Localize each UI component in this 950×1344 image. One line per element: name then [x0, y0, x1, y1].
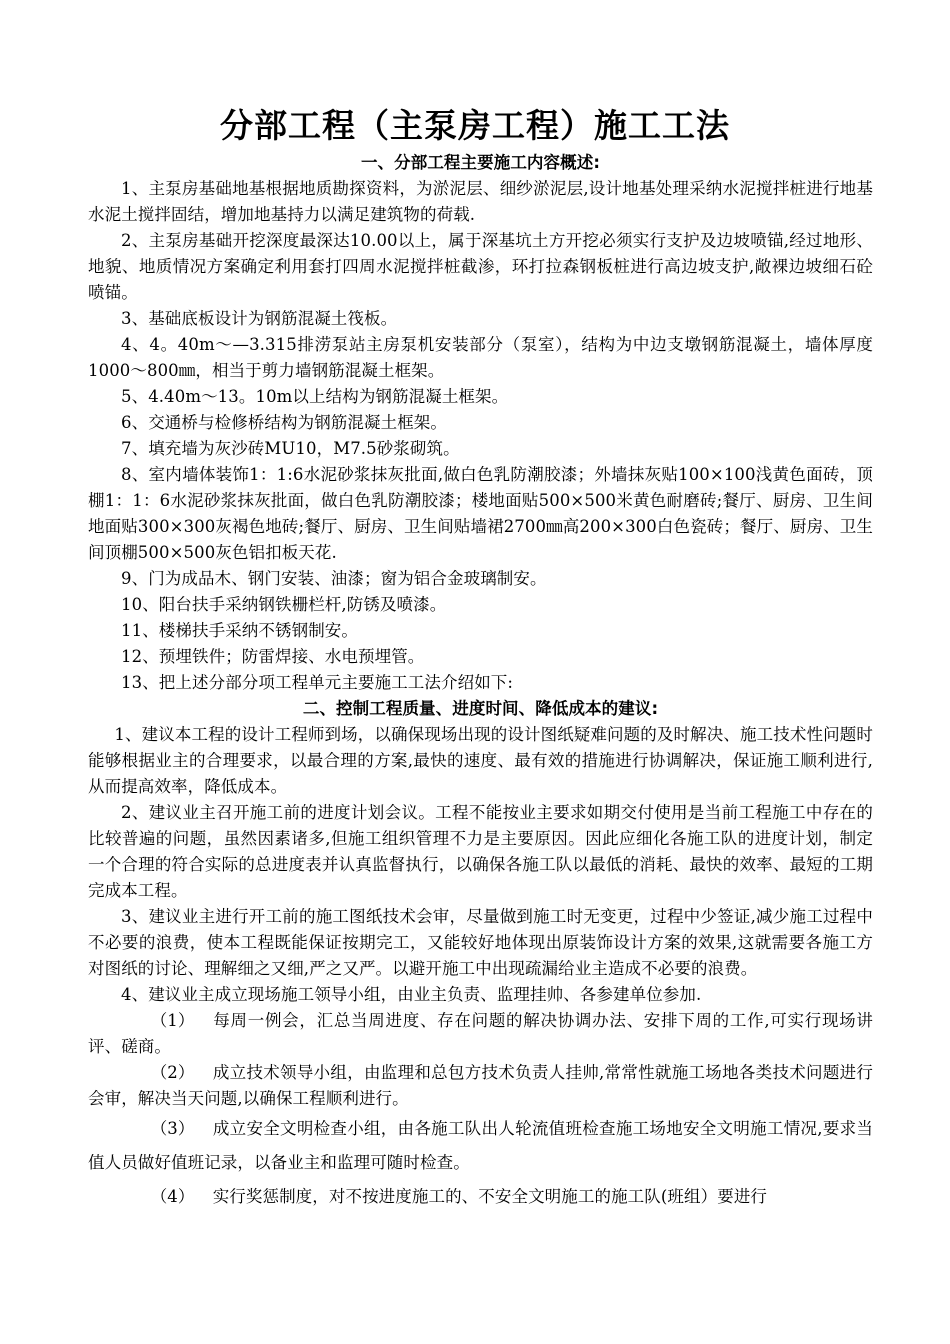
paragraph: 6、交通桥与检修桥结构为钢筋混凝土框架。 [121, 413, 447, 432]
document-body [88, 150, 873, 1214]
paragraph: 12、预埋铁件；防雷焊接、水电预埋管。 [121, 647, 425, 666]
section-1-heading: 一、分部工程主要施工内容概述: [360, 153, 601, 172]
paragraph: 11、楼梯扶手采纳不锈钢制安。 [121, 621, 358, 640]
paragraph: 7、填充墙为灰沙砖MU10，M7.5砂浆砌筑。 [121, 439, 460, 458]
paragraph: 2、主泵房基础开挖深度最深达10.00以上，属于深基坑土方开挖必须实行支护及边坡喷锚,经过地形、地貌、地质情况方案确定利用套打四周水泥搅拌桩截渗，环打拉森钢板桩进行高边坡支护,敞裸边坡细石砼喷锚。 [88, 231, 873, 302]
paragraph: 4、建议业主成立现场施工领导小组，由业主负责、监理挂帅、各参建单位参加. [121, 985, 702, 1004]
list-item-number: （3） [150, 1119, 195, 1138]
list-item-text: 实行奖惩制度，对不按进度施工的、不安全文明施工的施工队(班组）要进行 [212, 1187, 768, 1206]
paragraph: 1、主泵房基础地基根据地质勘探资料，为淤泥层、细纱淤泥层,设计地基处理采纳水泥搅拌桩进行地基水泥土搅拌固结，增加地基持力以满足建筑物的荷载. [88, 179, 873, 224]
paragraph: 4、4。40m～—3.315排涝泵站主房泵机安装部分（泵室），结构为中边支墩钢筋混凝土，墙体厚度1000～800㎜，相当于剪力墙钢筋混凝土框架。 [88, 335, 873, 380]
section-2-heading: 二、控制工程质量、进度时间、降低成本的建议: [302, 699, 659, 718]
list-item [88, 1008, 873, 1060]
paragraph: 10、阳台扶手采纳钢铁栅栏杆,防锈及喷漆。 [121, 595, 447, 614]
list-item-number: （1） [150, 1011, 195, 1030]
list-item [88, 1180, 873, 1214]
list-item-text: 每周一例会，汇总当周进度、存在问题的解决协调办法、安排下周的工作,可实行现场讲评、磋商。 [88, 1011, 873, 1056]
paragraph: 5、4.40m～13。10m以上结构为钢筋混凝土框架。 [121, 387, 509, 406]
paragraph: 8、室内墙体装饰1：1:6水泥砂浆抹灰批面,做白色乳防潮胶漆；外墙抹灰贴100×100浅黄色面砖，顶棚1：1：6水泥砂浆抹灰批面，做白色乳防潮胶漆；楼地面贴500×500米黄色耐磨砖;餐厅、厨房、卫生间地面贴300×300灰褐色地砖;餐厅、厨房、卫生间贴墙裙2700㎜高200×300白色瓷砖；餐厅、厨房、卫生间顶棚500×500灰色铝扣板天花. [88, 465, 873, 562]
list-item [88, 1112, 873, 1180]
paragraph: 3、建议业主进行开工前的施工图纸技术会审，尽量做到施工时无变更，过程中少签证,减少施工过程中不必要的浪费，使本工程既能保证按期完工，又能较好地体现出原装饰设计方案的效果,这就需要各施工方对图纸的讨论、理解细之又细,严之又严。以避开施工中出现疏漏给业主造成不必要的浪费。 [88, 907, 873, 978]
paragraph: 13、把上述分部分项工程单元主要施工工法介绍如下: [121, 673, 514, 692]
list-item-number: （2） [150, 1063, 195, 1082]
list-item-text: 成立安全文明检查小组，由各施工队出人轮流值班检查施工场地安全文明施工情况,要求当值人员做好值班记录，以备业主和监理可随时检查。 [88, 1119, 873, 1172]
paragraph: 2、建议业主召开施工前的进度计划会议。工程不能按业主要求如期交付使用是当前工程施工中存在的比较普遍的问题，虽然因素诸多,但施工组织管理不力是主要原因。因此应细化各施工队的进度计划，制定一个合理的符合实际的总进度表并认真监督执行，以确保各施工队以最低的消耗、最快的效率、最短的工期完成本工程。 [88, 803, 873, 900]
list-item-number: （4） [150, 1187, 195, 1206]
paragraph: 3、基础底板设计为钢筋混凝土筏板。 [121, 309, 398, 328]
paragraph: 9、门为成品木、钢门安装、油漆；窗为铝合金玻璃制安。 [121, 569, 547, 588]
list-item [88, 1060, 873, 1112]
page-title: 分部工程（主泵房工程）施工工法 [220, 106, 730, 145]
paragraph: 1、建议本工程的设计工程师到场，以确保现场出现的设计图纸疑难问题的及时解决、施工技术性问题时能够根据业主的合理要求，以最合理的方案,最快的速度、最有效的措施进行协调解决，保证施工顺利进行,从而提高效率，降低成本。 [88, 725, 873, 796]
list-item-text: 成立技术领导小组，由监理和总包方技术负责人挂帅,常常性就施工场地各类技术问题进行会审，解决当天问题,以确保工程顺利进行。 [88, 1063, 873, 1108]
